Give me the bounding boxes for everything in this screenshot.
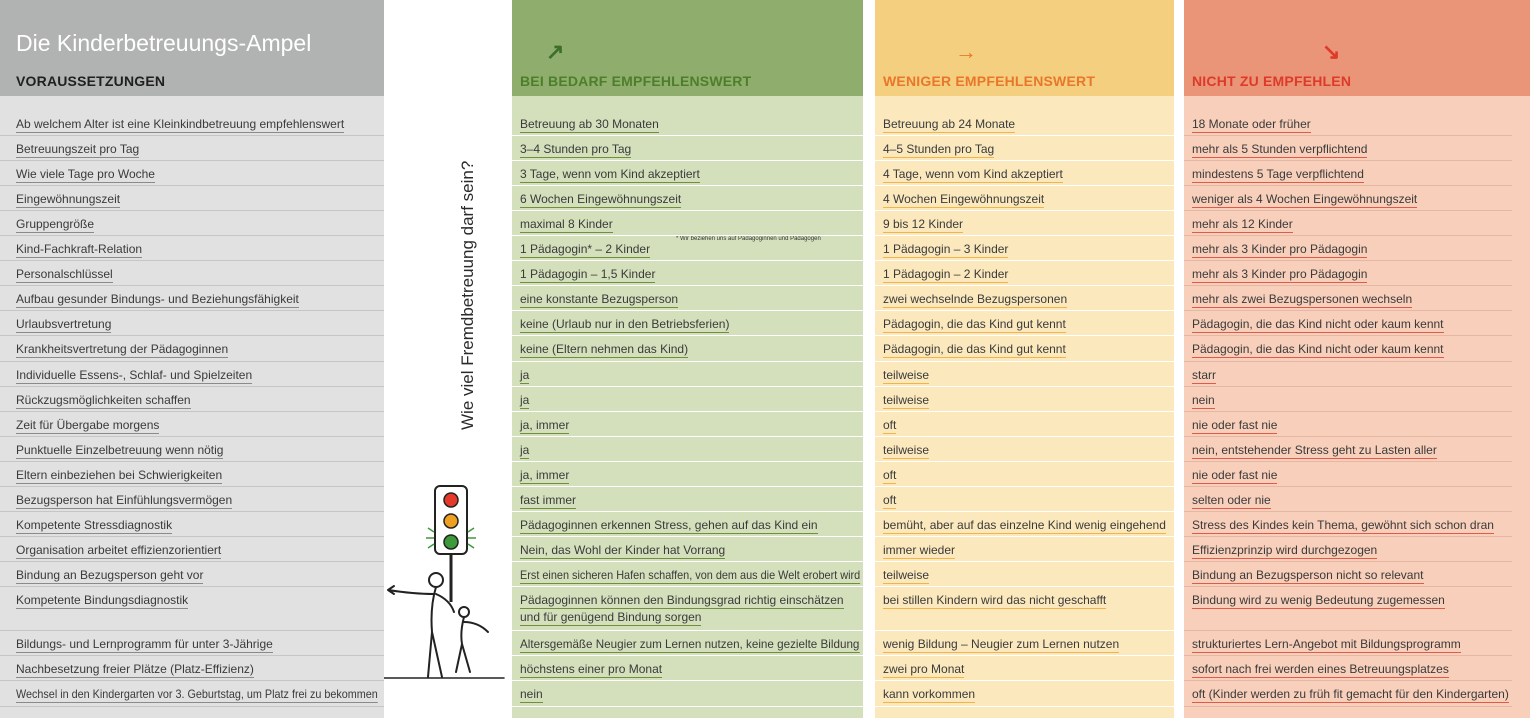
less-recommended-cell: zwei wechselnde Bezugspersonen — [883, 292, 1068, 306]
row-divider — [875, 210, 1174, 211]
row-divider — [875, 361, 1174, 362]
requirement-cell: Aufbau gesunder Bindungs- und Beziehungsfähigkeit — [16, 292, 299, 306]
row-divider — [1184, 160, 1512, 161]
row-divider — [1184, 135, 1512, 136]
not-recommended-cell: mehr als 3 Kinder pro Pädagogin — [1192, 267, 1368, 281]
less-recommended-column — [875, 0, 1174, 718]
arrow-right-icon: → — [955, 39, 977, 64]
row-divider — [512, 630, 863, 631]
row-divider — [512, 185, 863, 186]
row-divider — [1184, 210, 1512, 211]
row-divider — [0, 285, 384, 286]
row-divider — [1184, 436, 1512, 437]
row-divider — [0, 706, 384, 707]
row-divider — [875, 185, 1174, 186]
recommended-cell: ja, immer — [520, 418, 570, 432]
traffic-red-lamp — [444, 493, 458, 507]
less-recommended-cell: zwei pro Monat — [883, 662, 965, 676]
requirement-cell: Eingewöhnungszeit — [16, 192, 121, 206]
recommended-cell: höchstens einer pro Monat — [520, 662, 663, 676]
row-divider — [1184, 511, 1512, 512]
row-divider — [1184, 655, 1512, 656]
row-divider — [875, 285, 1174, 286]
row-divider — [1184, 586, 1512, 587]
row-divider — [512, 586, 863, 587]
row-divider — [512, 361, 863, 362]
requirement-cell: Bezugsperson hat Einfühlungsvermögen — [16, 493, 233, 507]
not-recommended-cell: Bindung wird zu wenig Bedeutung zugemessen — [1192, 593, 1445, 607]
recommended-cell: maximal 8 Kinder — [520, 217, 613, 231]
not-recommended-cell: sofort nach frei werden eines Betreuungsplatzes — [1192, 662, 1449, 676]
vertical-question: Wie viel Fremdbetreuung darf sein? — [458, 160, 477, 430]
row-divider — [875, 561, 1174, 562]
not-recommended-cell: Stress des Kindes kein Thema, gewöhnt sich schon dran — [1192, 518, 1494, 532]
row-divider — [0, 210, 384, 211]
row-divider — [512, 135, 863, 136]
row-divider — [512, 706, 863, 707]
row-divider — [1184, 536, 1512, 537]
recommended-cell: ja — [520, 368, 530, 382]
recommended-cell: Erst einen sicheren Hafen schaffen, von dem aus die Welt erobert wird — [520, 568, 861, 582]
less-recommended-cell: bei stillen Kindern wird das nicht geschafft — [883, 593, 1107, 607]
less-recommended-cell: teilweise — [883, 393, 930, 407]
recommended-cell: keine (Urlaub nur in den Betriebsferien) — [520, 317, 730, 331]
requirement-cell: Eltern einbeziehen bei Schwierigkeiten — [16, 468, 223, 482]
not-recommended-cell: nie oder fast nie — [1192, 468, 1278, 482]
requirement-cell: Wie viele Tage pro Woche — [16, 167, 155, 181]
not-recommended-cell: mehr als zwei Bezugspersonen wechseln — [1192, 292, 1413, 306]
not-recommended-column — [1184, 0, 1530, 718]
row-divider — [512, 436, 863, 437]
row-divider — [1184, 561, 1512, 562]
not-recommended-cell: selten oder nie — [1192, 493, 1271, 507]
requirement-cell: Betreuungszeit pro Tag — [16, 142, 140, 156]
row-divider — [875, 235, 1174, 236]
row-divider — [512, 235, 863, 236]
requirement-cell: Bindung an Bezugsperson geht vor — [16, 568, 204, 582]
less-recommended-cell: teilweise — [883, 368, 930, 382]
not-recommended-cell: oft (Kinder werden zu früh fit gemacht für den Kindergarten) — [1192, 687, 1509, 701]
row-divider — [1184, 335, 1512, 336]
less-recommended-cell: teilweise — [883, 443, 930, 457]
row-divider — [875, 461, 1174, 462]
row-divider — [512, 210, 863, 211]
less-recommended-cell: Pädagogin, die das Kind gut kennt — [883, 342, 1066, 356]
arrow-up-right-icon: ↗ — [546, 39, 565, 64]
not-recommended-label: NICHT ZU EMPFEHLEN — [1192, 73, 1352, 89]
row-divider — [0, 586, 384, 587]
row-divider — [512, 536, 863, 537]
requirement-cell: Kind-Fachkraft-Relation — [16, 242, 143, 256]
not-recommended-cell: nie oder fast nie — [1192, 418, 1278, 432]
row-divider — [875, 260, 1174, 261]
less-recommended-cell: immer wieder — [883, 543, 956, 557]
recommended-cell: Pädagoginnen können den Bindungsgrad richtig einschätzen — [520, 593, 844, 607]
row-divider — [512, 285, 863, 286]
not-recommended-cell: mehr als 12 Kinder — [1192, 217, 1293, 231]
requirement-cell: Kompetente Bindungsdiagnostik — [16, 593, 189, 607]
recommended-cell: ja, immer — [520, 468, 570, 482]
requirement-cell: Individuelle Essens-, Schlaf- und Spielzeiten — [16, 368, 253, 382]
footnote: * Wir beziehen uns auf Pädagoginnen und Pädagogen — [676, 236, 821, 242]
row-divider — [0, 486, 384, 487]
less-recommended-cell: 4 Wochen Eingewöhnungszeit — [883, 192, 1045, 206]
requirement-cell: Zeit für Übergabe morgens — [16, 418, 160, 432]
not-recommended-cell: starr — [1192, 368, 1216, 382]
row-divider — [0, 511, 384, 512]
row-divider — [1184, 680, 1512, 681]
recommended-cell: Betreuung ab 30 Monaten — [520, 117, 659, 131]
row-divider — [875, 411, 1174, 412]
page-title: Die Kinderbetreuungs-Ampel — [16, 30, 312, 56]
requirement-cell: Urlaubsvertretung — [16, 317, 112, 331]
less-recommended-cell: 1 Pädagogin – 2 Kinder — [883, 267, 1009, 281]
row-divider — [0, 536, 384, 537]
requirement-cell: Personalschlüssel — [16, 267, 113, 281]
row-divider — [1184, 361, 1512, 362]
less-recommended-cell: 4–5 Stunden pro Tag — [883, 142, 995, 156]
less-recommended-cell: kann vorkommen — [883, 687, 976, 701]
recommended-cell: 1 Pädagogin* – 2 Kinder — [520, 242, 651, 256]
row-divider — [512, 655, 863, 656]
row-divider — [0, 630, 384, 631]
child-and-adult-icon — [384, 573, 504, 678]
row-divider — [875, 706, 1174, 707]
not-recommended-cell: Bindung an Bezugsperson nicht so relevant — [1192, 568, 1424, 582]
row-divider — [0, 680, 384, 681]
requirement-cell: Krankheitsvertretung der Pädagoginnen — [16, 342, 229, 356]
less-recommended-cell: wenig Bildung – Neugier zum Lernen nutzen — [883, 637, 1120, 651]
row-divider — [0, 135, 384, 136]
row-divider — [0, 361, 384, 362]
row-divider — [0, 411, 384, 412]
row-divider — [512, 411, 863, 412]
not-recommended-cell: nein, entstehender Stress geht zu Lasten aller — [1192, 443, 1437, 457]
row-divider — [0, 185, 384, 186]
requirement-cell: Wechsel in den Kindergarten vor 3. Geburtstag, um Platz frei zu bekommen — [16, 687, 378, 701]
less-recommended-cell: oft — [883, 493, 897, 507]
row-divider — [875, 511, 1174, 512]
recommended-cell: 1 Pädagogin – 1,5 Kinder — [520, 267, 656, 281]
less-recommended-cell: teilweise — [883, 568, 930, 582]
row-divider — [1184, 461, 1512, 462]
requirement-cell: Nachbesetzung freier Plätze (Platz-Effizienz) — [16, 662, 254, 676]
row-divider — [875, 160, 1174, 161]
not-recommended-cell: mindestens 5 Tage verpflichtend — [1192, 167, 1364, 181]
not-recommended-cell: strukturiertes Lern-Angebot mit Bildungsprogramm — [1192, 637, 1461, 651]
recommended-cell: 3 Tage, wenn vom Kind akzeptiert — [520, 167, 700, 181]
requirements-label: VORAUSSETZUNGEN — [16, 73, 166, 89]
row-divider — [875, 436, 1174, 437]
row-divider — [1184, 630, 1512, 631]
row-divider — [512, 160, 863, 161]
row-divider — [512, 486, 863, 487]
requirement-cell: Organisation arbeitet effizienzorientiert — [16, 543, 222, 557]
row-divider — [1184, 411, 1512, 412]
row-divider — [0, 461, 384, 462]
row-divider — [1184, 285, 1512, 286]
recommended-cell: Pädagoginnen erkennen Stress, gehen auf das Kind ein — [520, 518, 818, 532]
less-recommended-cell: 9 bis 12 Kinder — [883, 217, 964, 231]
requirement-cell: Bildungs- und Lernprogramm für unter 3-Jährige — [16, 637, 273, 651]
row-divider — [1184, 310, 1512, 311]
less-recommended-cell: oft — [883, 418, 897, 432]
requirements-column — [0, 0, 384, 718]
requirement-cell: Kompetente Stressdiagnostik — [16, 518, 173, 532]
recommended-cell: fast immer — [520, 493, 577, 507]
row-divider — [1184, 386, 1512, 387]
recommended-cell: Altersgemäße Neugier zum Lernen nutzen, keine gezielte Bildung — [520, 637, 860, 651]
row-divider — [512, 680, 863, 681]
row-divider — [1184, 235, 1512, 236]
less-recommended-cell: oft — [883, 468, 897, 482]
traffic-orange-lamp — [444, 514, 458, 528]
row-divider — [1184, 486, 1512, 487]
row-divider — [1184, 260, 1512, 261]
requirement-cell: Rückzugsmöglichkeiten schaffen — [16, 393, 191, 407]
row-divider — [0, 310, 384, 311]
row-divider — [512, 461, 863, 462]
recommended-cell: Nein, das Wohl der Kinder hat Vorrang — [520, 543, 726, 557]
recommended-cell: ja — [520, 393, 530, 407]
requirement-cell: Punktuelle Einzelbetreuung wenn nötig — [16, 443, 224, 457]
row-divider — [1184, 706, 1512, 707]
less-recommended-cell: Betreuung ab 24 Monate — [883, 117, 1016, 131]
not-recommended-cell: nein — [1192, 393, 1215, 407]
row-divider — [512, 335, 863, 336]
traffic-green-lamp — [444, 535, 458, 549]
row-divider — [875, 655, 1174, 656]
traffic-light-illustration — [384, 482, 512, 682]
not-recommended-cell: weniger als 4 Wochen Eingewöhnungszeit — [1192, 192, 1418, 206]
requirement-cell: Gruppengröße — [16, 217, 95, 231]
less-recommended-cell: Pädagogin, die das Kind gut kennt — [883, 317, 1066, 331]
recommended-label: BEI BEDARF EMPFEHLENSWERT — [520, 73, 752, 89]
row-divider — [0, 386, 384, 387]
recommended-cell: 6 Wochen Eingewöhnungszeit — [520, 192, 682, 206]
not-recommended-cell: mehr als 5 Stunden verpflichtend — [1192, 142, 1368, 156]
row-divider — [512, 260, 863, 261]
row-divider — [875, 335, 1174, 336]
row-divider — [875, 386, 1174, 387]
row-divider — [0, 160, 384, 161]
row-divider — [512, 511, 863, 512]
requirement-cell: Ab welchem Alter ist eine Kleinkindbetreuung empfehlenswert — [16, 117, 345, 131]
row-divider — [1184, 185, 1512, 186]
traffic-light-icon — [426, 486, 476, 602]
row-divider — [0, 655, 384, 656]
row-divider — [875, 680, 1174, 681]
recommended-cell: 3–4 Stunden pro Tag — [520, 142, 632, 156]
recommended-cell-continued: und für genügend Bindung sorgen — [520, 610, 702, 624]
row-divider — [875, 630, 1174, 631]
not-recommended-cell: 18 Monate oder früher — [1192, 117, 1311, 131]
not-recommended-cell: Effizienzprinzip wird durchgezogen — [1192, 543, 1378, 557]
less-recommended-label: WENIGER EMPFEHLENSWERT — [883, 73, 1096, 89]
row-divider — [875, 135, 1174, 136]
row-divider — [875, 536, 1174, 537]
recommended-cell: ja — [520, 443, 530, 457]
row-divider — [0, 436, 384, 437]
row-divider — [512, 386, 863, 387]
row-divider — [875, 310, 1174, 311]
less-recommended-cell: bemüht, aber auf das einzelne Kind wenig eingehend — [883, 518, 1166, 532]
row-divider — [512, 561, 863, 562]
not-recommended-cell: mehr als 3 Kinder pro Pädagogin — [1192, 242, 1368, 256]
row-divider — [0, 335, 384, 336]
less-recommended-cell: 1 Pädagogin – 3 Kinder — [883, 242, 1009, 256]
row-divider — [875, 486, 1174, 487]
row-divider — [0, 235, 384, 236]
less-recommended-cell: 4 Tage, wenn vom Kind akzeptiert — [883, 167, 1063, 181]
not-recommended-cell: Pädagogin, die das Kind nicht oder kaum kennt — [1192, 342, 1444, 356]
recommended-cell: eine konstante Bezugsperson — [520, 292, 679, 306]
row-divider — [512, 310, 863, 311]
row-divider — [0, 260, 384, 261]
not-recommended-cell: Pädagogin, die das Kind nicht oder kaum kennt — [1192, 317, 1444, 331]
recommended-cell: nein — [520, 687, 543, 701]
arrow-down-right-icon: ↘ — [1322, 39, 1341, 64]
recommended-cell: keine (Eltern nehmen das Kind) — [520, 342, 689, 356]
row-divider — [0, 561, 384, 562]
row-divider — [875, 586, 1174, 587]
